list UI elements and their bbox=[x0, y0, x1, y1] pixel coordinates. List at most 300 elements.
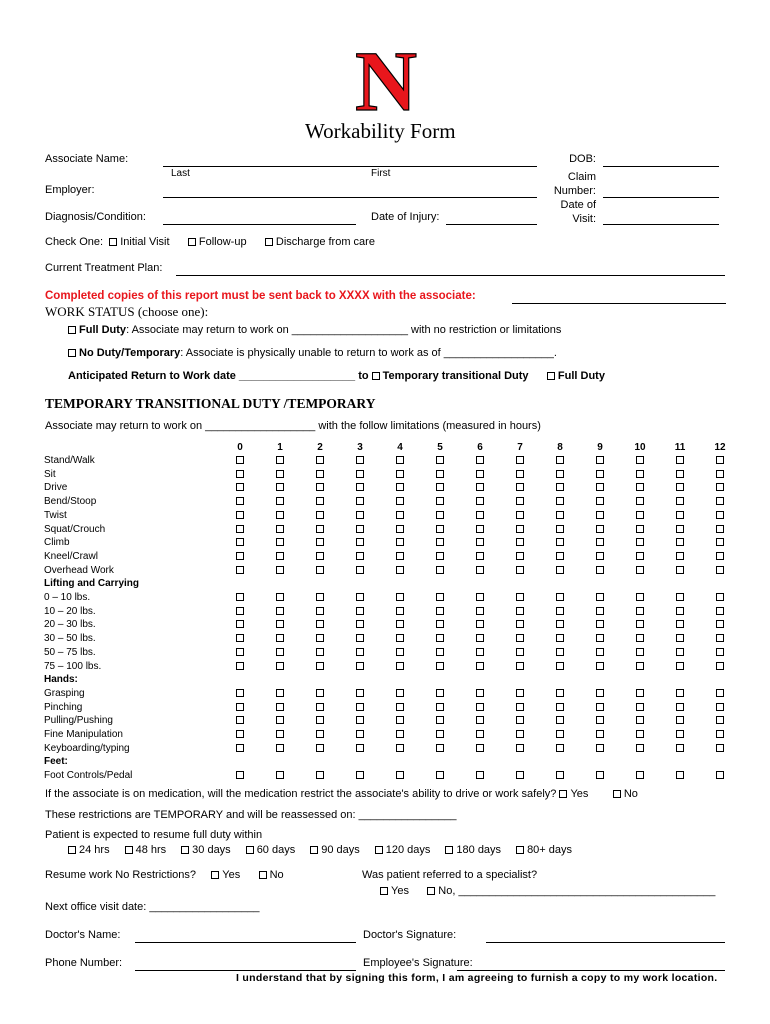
hour-checkbox[interactable] bbox=[716, 607, 724, 615]
hour-checkbox[interactable] bbox=[676, 771, 684, 779]
hour-cell[interactable] bbox=[660, 591, 700, 605]
hour-cell[interactable] bbox=[620, 509, 660, 523]
hour-checkbox[interactable] bbox=[396, 648, 404, 656]
hour-checkbox[interactable] bbox=[396, 716, 404, 724]
hour-cell[interactable] bbox=[500, 714, 540, 728]
hour-checkbox[interactable] bbox=[276, 566, 284, 574]
hour-cell[interactable] bbox=[260, 523, 300, 537]
hour-checkbox[interactable] bbox=[516, 703, 524, 711]
hour-checkbox[interactable] bbox=[476, 703, 484, 711]
hour-checkbox[interactable] bbox=[316, 703, 324, 711]
employee-signature-field[interactable] bbox=[457, 970, 725, 971]
hour-checkbox[interactable] bbox=[316, 744, 324, 752]
hour-checkbox[interactable] bbox=[276, 456, 284, 464]
hour-cell[interactable] bbox=[340, 701, 380, 715]
hour-checkbox[interactable] bbox=[236, 470, 244, 478]
hour-checkbox[interactable] bbox=[716, 593, 724, 601]
hour-cell[interactable] bbox=[540, 468, 580, 482]
hour-cell[interactable] bbox=[660, 550, 700, 564]
hour-checkbox[interactable] bbox=[276, 620, 284, 628]
temp-duty-checkbox[interactable] bbox=[372, 372, 380, 380]
hour-checkbox[interactable] bbox=[556, 470, 564, 478]
hour-cell[interactable] bbox=[500, 618, 540, 632]
hour-checkbox[interactable] bbox=[516, 662, 524, 670]
employer-field[interactable] bbox=[163, 197, 537, 198]
hour-cell[interactable] bbox=[620, 481, 660, 495]
hour-cell[interactable] bbox=[580, 591, 620, 605]
hour-cell[interactable] bbox=[580, 742, 620, 756]
hour-checkbox[interactable] bbox=[556, 716, 564, 724]
hour-cell[interactable] bbox=[220, 481, 260, 495]
hour-cell[interactable] bbox=[260, 660, 300, 674]
hour-checkbox[interactable] bbox=[716, 703, 724, 711]
hour-cell[interactable] bbox=[300, 632, 340, 646]
hour-cell[interactable] bbox=[260, 454, 300, 468]
hour-checkbox[interactable] bbox=[676, 483, 684, 491]
hour-cell[interactable] bbox=[340, 536, 380, 550]
hour-checkbox[interactable] bbox=[596, 552, 604, 560]
hour-checkbox[interactable] bbox=[316, 538, 324, 546]
hour-checkbox[interactable] bbox=[236, 689, 244, 697]
hour-checkbox[interactable] bbox=[596, 771, 604, 779]
hour-cell[interactable] bbox=[300, 454, 340, 468]
hour-cell[interactable] bbox=[660, 646, 700, 660]
hour-cell[interactable] bbox=[700, 509, 740, 523]
hour-cell[interactable] bbox=[580, 605, 620, 619]
hour-cell[interactable] bbox=[700, 701, 740, 715]
hour-checkbox[interactable] bbox=[516, 538, 524, 546]
hour-cell[interactable] bbox=[460, 728, 500, 742]
hour-cell[interactable] bbox=[380, 550, 420, 564]
hour-checkbox[interactable] bbox=[276, 483, 284, 491]
hour-cell[interactable] bbox=[540, 728, 580, 742]
hour-cell[interactable] bbox=[580, 523, 620, 537]
hour-cell[interactable] bbox=[700, 728, 740, 742]
hour-cell[interactable] bbox=[460, 687, 500, 701]
hour-checkbox[interactable] bbox=[276, 634, 284, 642]
hour-cell[interactable] bbox=[620, 454, 660, 468]
hour-cell[interactable] bbox=[380, 632, 420, 646]
hour-checkbox[interactable] bbox=[596, 662, 604, 670]
hour-checkbox[interactable] bbox=[436, 525, 444, 533]
hour-checkbox[interactable] bbox=[556, 662, 564, 670]
hour-cell[interactable] bbox=[340, 660, 380, 674]
hour-checkbox[interactable] bbox=[516, 456, 524, 464]
hour-checkbox[interactable] bbox=[396, 689, 404, 697]
hour-checkbox[interactable] bbox=[476, 662, 484, 670]
hour-cell[interactable] bbox=[700, 618, 740, 632]
hour-checkbox[interactable] bbox=[676, 634, 684, 642]
hour-checkbox[interactable] bbox=[636, 511, 644, 519]
hour-cell[interactable] bbox=[220, 468, 260, 482]
hour-cell[interactable] bbox=[620, 632, 660, 646]
hour-cell[interactable] bbox=[580, 509, 620, 523]
hour-cell[interactable] bbox=[220, 591, 260, 605]
hour-checkbox[interactable] bbox=[316, 593, 324, 601]
hour-checkbox[interactable] bbox=[316, 497, 324, 505]
hour-cell[interactable] bbox=[300, 714, 340, 728]
hour-checkbox[interactable] bbox=[596, 744, 604, 752]
hour-cell[interactable] bbox=[260, 618, 300, 632]
hour-cell[interactable] bbox=[380, 481, 420, 495]
hour-checkbox[interactable] bbox=[556, 744, 564, 752]
hour-cell[interactable] bbox=[340, 481, 380, 495]
hour-checkbox[interactable] bbox=[636, 744, 644, 752]
hour-cell[interactable] bbox=[300, 646, 340, 660]
hour-cell[interactable] bbox=[620, 550, 660, 564]
hour-checkbox[interactable] bbox=[676, 648, 684, 656]
hour-cell[interactable] bbox=[540, 591, 580, 605]
hour-cell[interactable] bbox=[380, 742, 420, 756]
hour-cell[interactable] bbox=[700, 646, 740, 660]
hour-checkbox[interactable] bbox=[316, 470, 324, 478]
hour-cell[interactable] bbox=[700, 550, 740, 564]
hour-checkbox[interactable] bbox=[556, 620, 564, 628]
hour-cell[interactable] bbox=[580, 769, 620, 783]
claim-number-field[interactable] bbox=[603, 197, 719, 198]
hour-cell[interactable] bbox=[500, 742, 540, 756]
hour-cell[interactable] bbox=[420, 701, 460, 715]
hour-checkbox[interactable] bbox=[636, 470, 644, 478]
hour-cell[interactable] bbox=[420, 687, 460, 701]
hour-checkbox[interactable] bbox=[316, 771, 324, 779]
hour-checkbox[interactable] bbox=[596, 470, 604, 478]
hour-checkbox[interactable] bbox=[476, 497, 484, 505]
hour-checkbox[interactable] bbox=[316, 620, 324, 628]
hour-checkbox[interactable] bbox=[436, 538, 444, 546]
hour-cell[interactable] bbox=[540, 605, 580, 619]
hour-checkbox[interactable] bbox=[676, 552, 684, 560]
hour-cell[interactable] bbox=[500, 550, 540, 564]
hour-checkbox[interactable] bbox=[676, 511, 684, 519]
hour-checkbox[interactable] bbox=[516, 483, 524, 491]
duration-option[interactable] bbox=[125, 844, 167, 856]
hour-cell[interactable] bbox=[260, 550, 300, 564]
hour-cell[interactable] bbox=[580, 481, 620, 495]
hour-cell[interactable] bbox=[220, 509, 260, 523]
hour-cell[interactable] bbox=[340, 769, 380, 783]
hour-cell[interactable] bbox=[580, 564, 620, 578]
hour-checkbox[interactable] bbox=[716, 620, 724, 628]
hour-checkbox[interactable] bbox=[636, 620, 644, 628]
hour-cell[interactable] bbox=[420, 728, 460, 742]
hour-checkbox[interactable] bbox=[716, 511, 724, 519]
hour-cell[interactable] bbox=[380, 564, 420, 578]
hour-cell[interactable] bbox=[420, 454, 460, 468]
hour-cell[interactable] bbox=[380, 605, 420, 619]
hour-cell[interactable] bbox=[700, 714, 740, 728]
hour-checkbox[interactable] bbox=[676, 566, 684, 574]
duration-option[interactable] bbox=[181, 844, 231, 856]
hour-cell[interactable] bbox=[500, 728, 540, 742]
duration-checkbox[interactable] bbox=[310, 846, 318, 854]
hour-checkbox[interactable] bbox=[716, 648, 724, 656]
hour-checkbox[interactable] bbox=[596, 689, 604, 697]
hour-cell[interactable] bbox=[300, 468, 340, 482]
hour-cell[interactable] bbox=[380, 509, 420, 523]
hour-cell[interactable] bbox=[500, 454, 540, 468]
hour-cell[interactable] bbox=[500, 564, 540, 578]
hour-cell[interactable] bbox=[660, 536, 700, 550]
hour-checkbox[interactable] bbox=[716, 689, 724, 697]
hour-cell[interactable] bbox=[260, 495, 300, 509]
hour-cell[interactable] bbox=[340, 714, 380, 728]
hour-cell[interactable] bbox=[700, 468, 740, 482]
hour-cell[interactable] bbox=[540, 536, 580, 550]
hour-cell[interactable] bbox=[300, 742, 340, 756]
hour-checkbox[interactable] bbox=[436, 744, 444, 752]
hour-cell[interactable] bbox=[620, 536, 660, 550]
hour-cell[interactable] bbox=[260, 728, 300, 742]
hour-cell[interactable] bbox=[620, 701, 660, 715]
hour-cell[interactable] bbox=[460, 495, 500, 509]
hour-checkbox[interactable] bbox=[436, 456, 444, 464]
hour-checkbox[interactable] bbox=[356, 771, 364, 779]
duration-checkbox[interactable] bbox=[516, 846, 524, 854]
hour-checkbox[interactable] bbox=[316, 716, 324, 724]
hour-cell[interactable] bbox=[660, 714, 700, 728]
hour-checkbox[interactable] bbox=[636, 566, 644, 574]
hour-cell[interactable] bbox=[620, 468, 660, 482]
hour-cell[interactable] bbox=[540, 495, 580, 509]
hour-checkbox[interactable] bbox=[556, 566, 564, 574]
hour-checkbox[interactable] bbox=[396, 538, 404, 546]
hour-cell[interactable] bbox=[700, 536, 740, 550]
hour-cell[interactable] bbox=[300, 728, 340, 742]
hour-checkbox[interactable] bbox=[516, 470, 524, 478]
hour-checkbox[interactable] bbox=[596, 566, 604, 574]
hour-cell[interactable] bbox=[460, 564, 500, 578]
hour-checkbox[interactable] bbox=[716, 538, 724, 546]
hour-cell[interactable] bbox=[460, 714, 500, 728]
hour-checkbox[interactable] bbox=[396, 566, 404, 574]
hour-cell[interactable] bbox=[420, 714, 460, 728]
hour-cell[interactable] bbox=[580, 495, 620, 509]
hour-checkbox[interactable] bbox=[716, 744, 724, 752]
hour-cell[interactable] bbox=[660, 769, 700, 783]
hour-cell[interactable] bbox=[580, 687, 620, 701]
hour-cell[interactable] bbox=[420, 536, 460, 550]
hour-cell[interactable] bbox=[220, 523, 260, 537]
phone-field[interactable] bbox=[135, 970, 356, 971]
hour-cell[interactable] bbox=[460, 618, 500, 632]
hour-cell[interactable] bbox=[580, 454, 620, 468]
hour-cell[interactable] bbox=[220, 495, 260, 509]
hour-cell[interactable] bbox=[620, 660, 660, 674]
hour-cell[interactable] bbox=[300, 509, 340, 523]
hour-checkbox[interactable] bbox=[396, 593, 404, 601]
hour-checkbox[interactable] bbox=[236, 552, 244, 560]
hour-checkbox[interactable] bbox=[556, 538, 564, 546]
hour-checkbox[interactable] bbox=[396, 552, 404, 560]
hour-checkbox[interactable] bbox=[396, 620, 404, 628]
hour-checkbox[interactable] bbox=[236, 607, 244, 615]
hour-cell[interactable] bbox=[580, 728, 620, 742]
hour-checkbox[interactable] bbox=[356, 716, 364, 724]
hour-checkbox[interactable] bbox=[676, 456, 684, 464]
hour-cell[interactable] bbox=[340, 468, 380, 482]
hour-checkbox[interactable] bbox=[316, 525, 324, 533]
hour-checkbox[interactable] bbox=[396, 470, 404, 478]
hour-checkbox[interactable] bbox=[436, 607, 444, 615]
hour-checkbox[interactable] bbox=[356, 730, 364, 738]
hour-checkbox[interactable] bbox=[716, 483, 724, 491]
hour-checkbox[interactable] bbox=[556, 607, 564, 615]
hour-cell[interactable] bbox=[540, 660, 580, 674]
hour-cell[interactable] bbox=[300, 536, 340, 550]
hour-cell[interactable] bbox=[340, 605, 380, 619]
hour-cell[interactable] bbox=[300, 481, 340, 495]
hour-cell[interactable] bbox=[300, 550, 340, 564]
hour-cell[interactable] bbox=[660, 728, 700, 742]
hour-checkbox[interactable] bbox=[476, 470, 484, 478]
hour-cell[interactable] bbox=[340, 495, 380, 509]
hour-cell[interactable] bbox=[380, 454, 420, 468]
hour-checkbox[interactable] bbox=[556, 634, 564, 642]
hour-checkbox[interactable] bbox=[636, 593, 644, 601]
hour-cell[interactable] bbox=[220, 632, 260, 646]
hour-checkbox[interactable] bbox=[556, 483, 564, 491]
hour-checkbox[interactable] bbox=[596, 456, 604, 464]
hour-cell[interactable] bbox=[420, 495, 460, 509]
resume-yes-checkbox[interactable] bbox=[211, 871, 219, 879]
hour-checkbox[interactable] bbox=[356, 525, 364, 533]
hour-cell[interactable] bbox=[660, 495, 700, 509]
hour-checkbox[interactable] bbox=[516, 552, 524, 560]
date-of-visit-field[interactable] bbox=[603, 224, 719, 225]
hour-checkbox[interactable] bbox=[356, 593, 364, 601]
hour-checkbox[interactable] bbox=[676, 607, 684, 615]
hour-checkbox[interactable] bbox=[636, 703, 644, 711]
hour-checkbox[interactable] bbox=[516, 648, 524, 656]
hour-cell[interactable] bbox=[460, 605, 500, 619]
hour-checkbox[interactable] bbox=[716, 552, 724, 560]
hour-cell[interactable] bbox=[300, 687, 340, 701]
hour-cell[interactable] bbox=[620, 605, 660, 619]
hour-checkbox[interactable] bbox=[476, 483, 484, 491]
hour-checkbox[interactable] bbox=[676, 689, 684, 697]
hour-checkbox[interactable] bbox=[276, 470, 284, 478]
hour-checkbox[interactable] bbox=[476, 456, 484, 464]
hour-cell[interactable] bbox=[540, 550, 580, 564]
hour-cell[interactable] bbox=[220, 714, 260, 728]
hour-cell[interactable] bbox=[540, 714, 580, 728]
hour-checkbox[interactable] bbox=[676, 470, 684, 478]
duration-checkbox[interactable] bbox=[375, 846, 383, 854]
hour-checkbox[interactable] bbox=[436, 771, 444, 779]
no-duty-checkbox[interactable] bbox=[68, 349, 76, 357]
hour-cell[interactable] bbox=[340, 618, 380, 632]
hour-cell[interactable] bbox=[300, 701, 340, 715]
hour-cell[interactable] bbox=[220, 646, 260, 660]
hour-cell[interactable] bbox=[700, 660, 740, 674]
hour-checkbox[interactable] bbox=[476, 552, 484, 560]
hour-checkbox[interactable] bbox=[476, 620, 484, 628]
hour-checkbox[interactable] bbox=[236, 771, 244, 779]
hour-cell[interactable] bbox=[260, 536, 300, 550]
hour-cell[interactable] bbox=[500, 646, 540, 660]
hour-cell[interactable] bbox=[620, 618, 660, 632]
hour-checkbox[interactable] bbox=[236, 620, 244, 628]
hour-checkbox[interactable] bbox=[356, 456, 364, 464]
hour-cell[interactable] bbox=[620, 564, 660, 578]
hour-cell[interactable] bbox=[700, 687, 740, 701]
hour-cell[interactable] bbox=[700, 632, 740, 646]
hour-checkbox[interactable] bbox=[276, 497, 284, 505]
hour-cell[interactable] bbox=[220, 605, 260, 619]
associate-name-field[interactable] bbox=[163, 166, 537, 167]
hour-cell[interactable] bbox=[460, 591, 500, 605]
hour-checkbox[interactable] bbox=[276, 744, 284, 752]
hour-cell[interactable] bbox=[220, 728, 260, 742]
hour-checkbox[interactable] bbox=[316, 648, 324, 656]
hour-cell[interactable] bbox=[500, 687, 540, 701]
hour-checkbox[interactable] bbox=[556, 689, 564, 697]
hour-checkbox[interactable] bbox=[476, 689, 484, 697]
hour-cell[interactable] bbox=[620, 646, 660, 660]
hour-checkbox[interactable] bbox=[476, 771, 484, 779]
hour-checkbox[interactable] bbox=[596, 703, 604, 711]
hour-checkbox[interactable] bbox=[516, 607, 524, 615]
hour-cell[interactable] bbox=[220, 564, 260, 578]
hour-cell[interactable] bbox=[300, 564, 340, 578]
hour-cell[interactable] bbox=[340, 728, 380, 742]
hour-cell[interactable] bbox=[380, 468, 420, 482]
hour-cell[interactable] bbox=[420, 769, 460, 783]
hour-checkbox[interactable] bbox=[556, 552, 564, 560]
hour-cell[interactable] bbox=[300, 618, 340, 632]
hour-checkbox[interactable] bbox=[636, 634, 644, 642]
referred-no-checkbox[interactable] bbox=[427, 887, 435, 895]
hour-checkbox[interactable] bbox=[516, 511, 524, 519]
hour-cell[interactable] bbox=[380, 618, 420, 632]
hour-cell[interactable] bbox=[540, 618, 580, 632]
hour-cell[interactable] bbox=[380, 687, 420, 701]
hour-checkbox[interactable] bbox=[476, 538, 484, 546]
doctor-signature-field[interactable] bbox=[486, 942, 725, 943]
hour-checkbox[interactable] bbox=[516, 525, 524, 533]
hour-cell[interactable] bbox=[460, 523, 500, 537]
hour-checkbox[interactable] bbox=[516, 771, 524, 779]
hour-cell[interactable] bbox=[380, 714, 420, 728]
hour-checkbox[interactable] bbox=[436, 662, 444, 670]
hour-cell[interactable] bbox=[220, 687, 260, 701]
date-of-injury-field[interactable] bbox=[446, 224, 537, 225]
hour-cell[interactable] bbox=[620, 687, 660, 701]
hour-cell[interactable] bbox=[260, 714, 300, 728]
hour-cell[interactable] bbox=[500, 605, 540, 619]
full-duty2-checkbox[interactable] bbox=[547, 372, 555, 380]
duration-option[interactable] bbox=[246, 844, 296, 856]
hour-checkbox[interactable] bbox=[436, 730, 444, 738]
hour-checkbox[interactable] bbox=[476, 525, 484, 533]
hour-checkbox[interactable] bbox=[316, 662, 324, 670]
hour-checkbox[interactable] bbox=[236, 525, 244, 533]
hour-cell[interactable] bbox=[500, 481, 540, 495]
hour-cell[interactable] bbox=[300, 605, 340, 619]
hour-cell[interactable] bbox=[500, 632, 540, 646]
hour-cell[interactable] bbox=[260, 632, 300, 646]
hour-cell[interactable] bbox=[220, 769, 260, 783]
hour-checkbox[interactable] bbox=[356, 620, 364, 628]
hour-checkbox[interactable] bbox=[556, 593, 564, 601]
hour-checkbox[interactable] bbox=[596, 648, 604, 656]
hour-cell[interactable] bbox=[300, 769, 340, 783]
hour-checkbox[interactable] bbox=[356, 689, 364, 697]
hour-checkbox[interactable] bbox=[636, 648, 644, 656]
hour-cell[interactable] bbox=[420, 646, 460, 660]
hour-checkbox[interactable] bbox=[236, 662, 244, 670]
